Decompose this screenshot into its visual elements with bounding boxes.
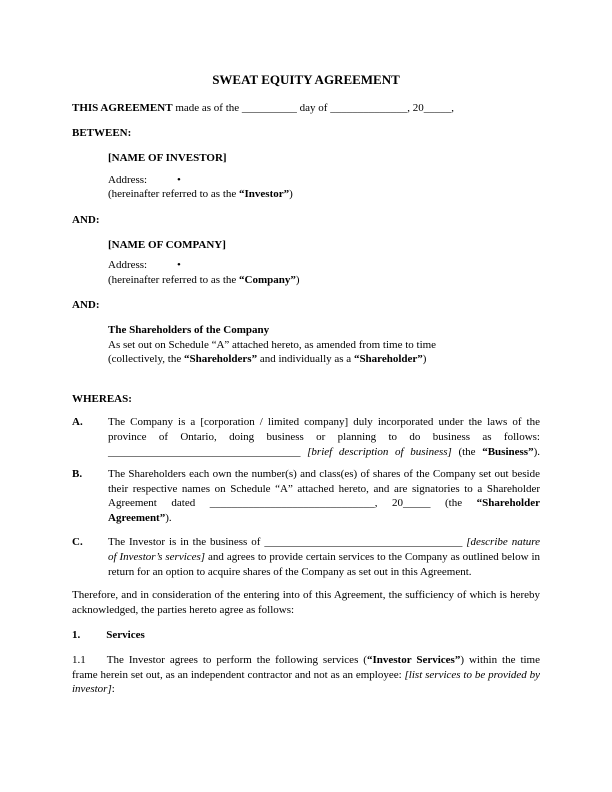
party-investor-address-line — [108, 173, 540, 188]
recital-b-label: B. — [72, 468, 83, 481]
address-label: Address: — [108, 259, 148, 272]
party-investor — [108, 151, 540, 202]
address-label: Address: — [108, 173, 148, 186]
party-investor-hereinafter: (hereinafter referred to as the “Investor”) — [108, 188, 293, 201]
address-bullet: • — [177, 173, 181, 186]
shareholders-line3: (collectively, the “Shareholders” and individually as a “Shareholder”) — [108, 353, 427, 366]
document-title: SWEAT EQUITY AGREEMENT — [212, 72, 400, 87]
address-bullet: • — [177, 259, 181, 272]
party-investor-name: [NAME OF INVESTOR] — [108, 152, 227, 165]
recital-a-body: The Company is a [corporation / limited company] duly incorporated under the laws of the province of Ontario, doing business or planning to do business as follows: ___________________________________ [brief description of business] (the “Business”). — [108, 416, 540, 458]
clause-1-1: 1.1 The Investor agrees to perform the following services (“Investor Services”) within the time frame herein set out, as an independent contractor and not as an employee: [list services to be provided by investor]: — [72, 654, 540, 696]
recital-a — [72, 415, 540, 459]
party-company-name: [NAME OF COMPANY] — [108, 238, 226, 251]
and-label-1: AND: — [72, 213, 100, 226]
therefore-clause: Therefore, and in consideration of the entering into of this Agreement, the sufficiency of which is hereby acknowledged, the parties hereto agree as follows: — [72, 589, 540, 616]
and-label-2: AND: — [72, 299, 100, 312]
party-company-hereinafter: (hereinafter referred to as the “Company”) — [108, 273, 300, 286]
recital-a-label: A. — [72, 416, 83, 429]
section-1-title: Services — [106, 629, 145, 642]
recital-b — [72, 467, 540, 525]
section-1-number: 1. — [72, 629, 81, 642]
party-company — [108, 238, 540, 288]
party-shareholders — [108, 323, 540, 367]
section-1-heading — [72, 628, 540, 643]
agreement-date-clause: THIS AGREEMENT made as of the __________ day of ______________, 20_____, — [72, 102, 454, 114]
recital-c-body: The Investor is in the business of ____________________________________ [describe nature of Investor’s services] and agrees to provide certain services to the Company as outlined below in return for an option to acquire shares of the Company as set out in this Agreement. — [108, 536, 541, 578]
shareholders-title: The Shareholders of the Company — [108, 323, 270, 336]
whereas-label: WHEREAS: — [72, 392, 132, 405]
recital-b-body: The Shareholders each own the number(s) and class(es) of shares of the Company set out beside their respective names on Schedule “A” attached hereto, and are signatories to a Shareholder Agreement dated ______________________________, 20_____ (the “Shareholder Agreement”). — [108, 468, 540, 524]
recital-c-label: C. — [72, 536, 83, 549]
recital-c — [72, 535, 540, 579]
shareholders-line2: As set out on Schedule “A” attached hereto, as amended from time to time — [108, 338, 437, 351]
party-company-address-line — [108, 258, 540, 273]
between-label: BETWEEN: — [72, 126, 132, 139]
